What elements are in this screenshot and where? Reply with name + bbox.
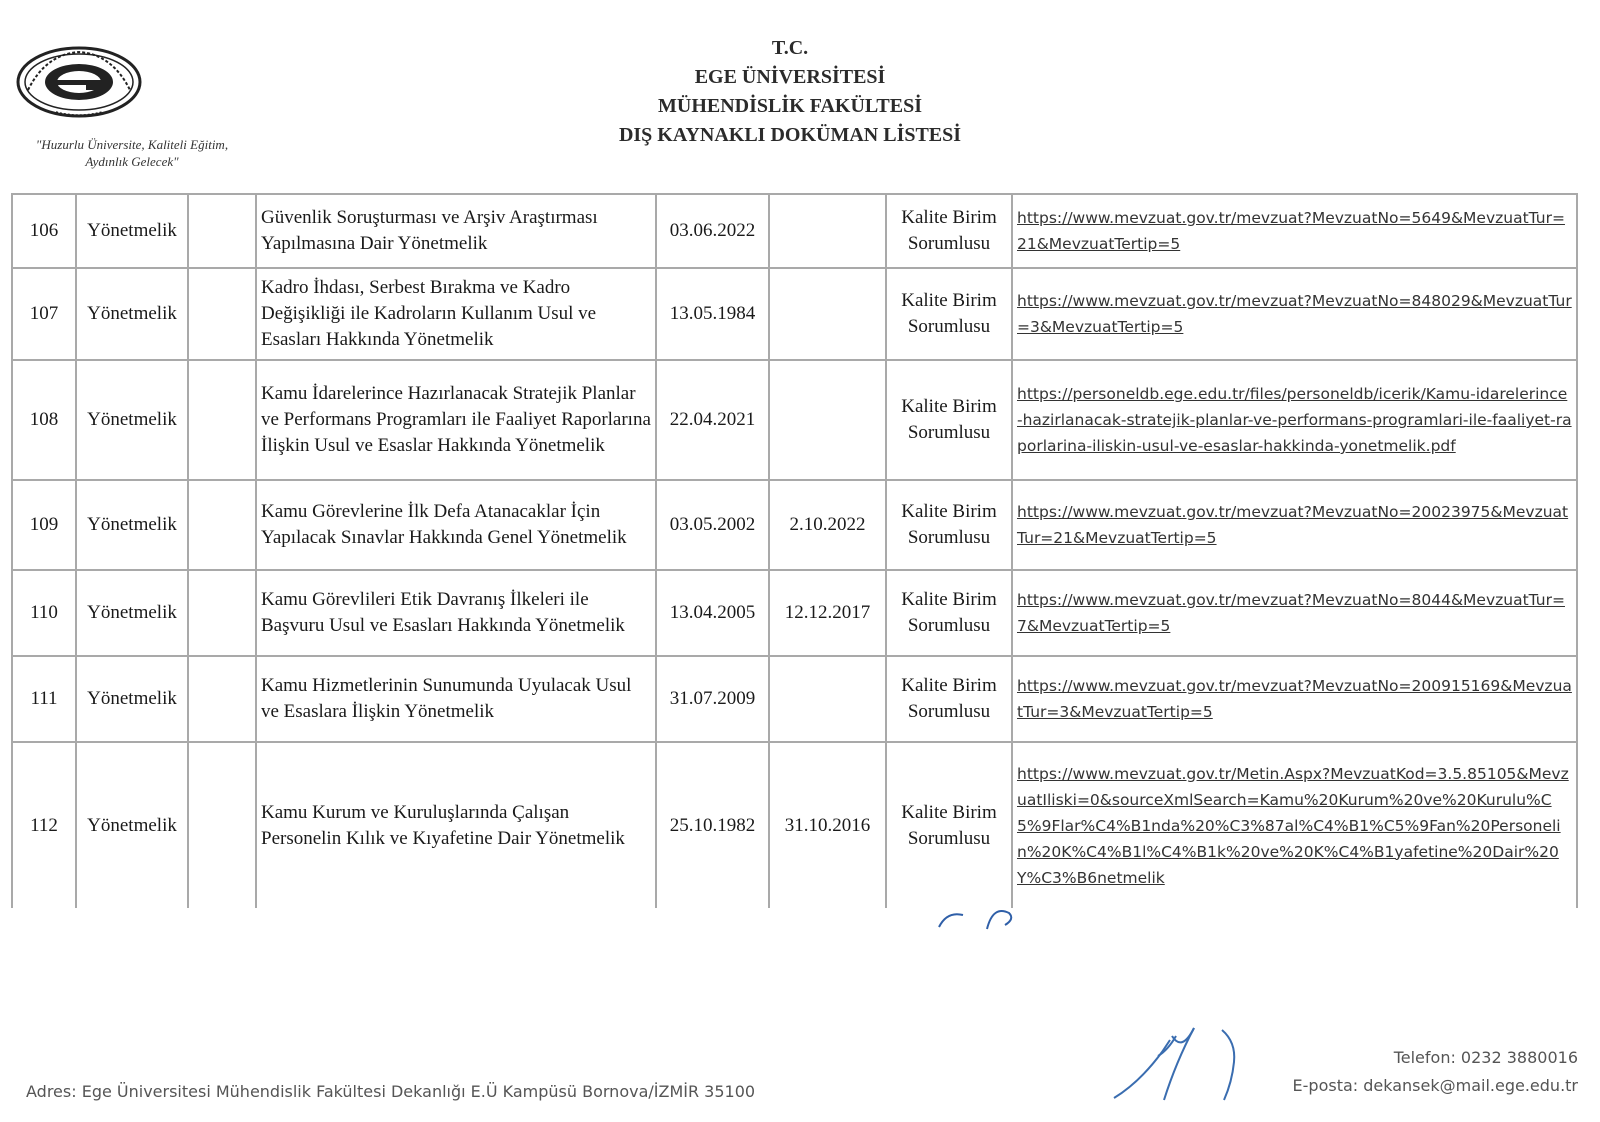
empty-cell xyxy=(188,656,256,742)
publish-date: 13.04.2005 xyxy=(656,570,769,656)
document-link[interactable]: https://www.mevzuat.gov.tr/mevzuat?MevzuatNo=5649&MevzuatTur=21&MevzuatTertip=5 xyxy=(1012,194,1577,268)
publish-date: 13.05.1984 xyxy=(656,268,769,360)
empty-cell xyxy=(188,570,256,656)
document-type: Yönetmelik xyxy=(76,570,188,656)
document-title: Kadro İhdası, Serbest Bırakma ve Kadro Değişikliği ile Kadroların Kullanım Usul ve Esasları Hakkında Yönetmelik xyxy=(256,268,656,360)
heading-line-2: EGE ÜNİVERSİTESİ xyxy=(694,66,886,88)
university-motto xyxy=(12,136,252,170)
ink-mark xyxy=(935,905,1035,931)
footer-email[interactable]: E-posta: dekansek@mail.ege.edu.tr xyxy=(1292,1076,1578,1095)
publish-date: 22.04.2021 xyxy=(656,360,769,480)
row-number: 109 xyxy=(12,480,76,570)
empty-cell xyxy=(188,360,256,480)
row-number: 106 xyxy=(12,194,76,268)
table-row xyxy=(12,360,1577,480)
revision-date: 12.12.2017 xyxy=(769,570,886,656)
document-link[interactable]: https://personeldb.ege.edu.tr/files/personeldb/icerik/Kamu-idarelerince-hazirlanacak-stratejik-planlar-ve-performans-programlari-ile-faaliyet-raporlarina-iliskin-usul-ve-esaslar-hakkinda-yonetmelik.pdf xyxy=(1012,360,1577,480)
footer-contact xyxy=(1293,1044,1578,1100)
empty-cell xyxy=(188,268,256,360)
responsible-unit: Kalite Birim Sorumlusu xyxy=(886,656,1012,742)
row-number: 112 xyxy=(12,742,76,908)
document-list-table xyxy=(11,193,1578,908)
responsible-unit: Kalite Birim Sorumlusu xyxy=(886,360,1012,480)
footer-address: Adres: Ege Üniversitesi Mühendislik Fakültesi Dekanlığı E.Ü Kampüsü Bornova/İZMİR 35100 xyxy=(26,1082,756,1101)
document-heading xyxy=(560,34,1020,150)
revision-date: 2.10.2022 xyxy=(769,480,886,570)
document-title: Kamu Kurum ve Kuruluşlarında Çalışan Personelin Kılık ve Kıyafetine Dair Yönetmelik xyxy=(256,742,656,908)
table-row xyxy=(12,742,1577,908)
document-link[interactable]: https://www.mevzuat.gov.tr/mevzuat?MevzuatNo=200915169&MevzuatTur=3&MevzuatTertip=5 xyxy=(1012,656,1577,742)
university-logo xyxy=(16,46,142,118)
publish-date: 25.10.1982 xyxy=(656,742,769,908)
table-row xyxy=(12,570,1577,656)
motto-line-2: Aydınlık Gelecek" xyxy=(85,154,179,169)
document-type: Yönetmelik xyxy=(76,742,188,908)
heading-line-4: DIŞ KAYNAKLI DOKÜMAN LİSTESİ xyxy=(618,124,962,146)
responsible-unit: Kalite Birim Sorumlusu xyxy=(886,268,1012,360)
document-type: Yönetmelik xyxy=(76,268,188,360)
revision-date xyxy=(769,360,886,480)
signature xyxy=(1110,1022,1260,1104)
revision-date xyxy=(769,268,886,360)
row-number: 110 xyxy=(12,570,76,656)
revision-date xyxy=(769,194,886,268)
publish-date: 03.06.2022 xyxy=(656,194,769,268)
heading-line-3: MÜHENDİSLİK FAKÜLTESİ xyxy=(658,95,922,117)
heading-line-1: T.C. xyxy=(771,37,809,59)
document-title: Güvenlik Soruşturması ve Arşiv Araştırması Yapılmasına Dair Yönetmelik xyxy=(256,194,656,268)
row-number: 108 xyxy=(12,360,76,480)
document-title: Kamu Görevlerine İlk Defa Atanacaklar İçin Yapılacak Sınavlar Hakkında Genel Yönetmelik xyxy=(256,480,656,570)
table-row xyxy=(12,268,1577,360)
document-title: Kamu Görevlileri Etik Davranış İlkeleri ile Başvuru Usul ve Esasları Hakkında Yönetmelik xyxy=(256,570,656,656)
empty-cell xyxy=(188,194,256,268)
document-link[interactable]: https://www.mevzuat.gov.tr/mevzuat?MevzuatNo=848029&MevzuatTur=3&MevzuatTertip=5 xyxy=(1012,268,1577,360)
responsible-unit: Kalite Birim Sorumlusu xyxy=(886,570,1012,656)
table-row xyxy=(12,194,1577,268)
publish-date: 31.07.2009 xyxy=(656,656,769,742)
table-row xyxy=(12,656,1577,742)
table-row xyxy=(12,480,1577,570)
document-type: Yönetmelik xyxy=(76,656,188,742)
revision-date xyxy=(769,656,886,742)
document-link[interactable]: https://www.mevzuat.gov.tr/mevzuat?MevzuatNo=8044&MevzuatTur=7&MevzuatTertip=5 xyxy=(1012,570,1577,656)
revision-date: 31.10.2016 xyxy=(769,742,886,908)
footer-phone: Telefon: 0232 3880016 xyxy=(1393,1048,1578,1067)
row-number: 111 xyxy=(12,656,76,742)
responsible-unit: Kalite Birim Sorumlusu xyxy=(886,194,1012,268)
document-link[interactable]: https://www.mevzuat.gov.tr/Metin.Aspx?MevzuatKod=3.5.85105&MevzuatIliski=0&sourceXmlSearch=Kamu%20Kurum%20ve%20Kurulu%C5%9Flar%C4%B1nda%20%C3%87al%C4%B1%C5%9Fan%20Personelin%20K%C4%B1l%C4%B1k%20ve%20K%C4%B1yafetine%20Dair%20Y%C3%B6netmelik xyxy=(1012,742,1577,908)
document-type: Yönetmelik xyxy=(76,360,188,480)
document-type: Yönetmelik xyxy=(76,480,188,570)
document-title: Kamu Hizmetlerinin Sunumunda Uyulacak Usul ve Esaslara İlişkin Yönetmelik xyxy=(256,656,656,742)
motto-line-1: "Huzurlu Üniversite, Kaliteli Eğitim, xyxy=(35,137,229,152)
document-link[interactable]: https://www.mevzuat.gov.tr/mevzuat?MevzuatNo=20023975&MevzuatTur=21&MevzuatTertip=5 xyxy=(1012,480,1577,570)
publish-date: 03.05.2002 xyxy=(656,480,769,570)
responsible-unit: Kalite Birim Sorumlusu xyxy=(886,480,1012,570)
empty-cell xyxy=(188,742,256,908)
row-number: 107 xyxy=(12,268,76,360)
document-type: Yönetmelik xyxy=(76,194,188,268)
empty-cell xyxy=(188,480,256,570)
responsible-unit: Kalite Birim Sorumlusu xyxy=(886,742,1012,908)
document-title: Kamu İdarelerince Hazırlanacak Stratejik Planlar ve Performans Programları ile Faaliyet Raporlarına İlişkin Usul ve Esaslar Hakkında Yönetmelik xyxy=(256,360,656,480)
